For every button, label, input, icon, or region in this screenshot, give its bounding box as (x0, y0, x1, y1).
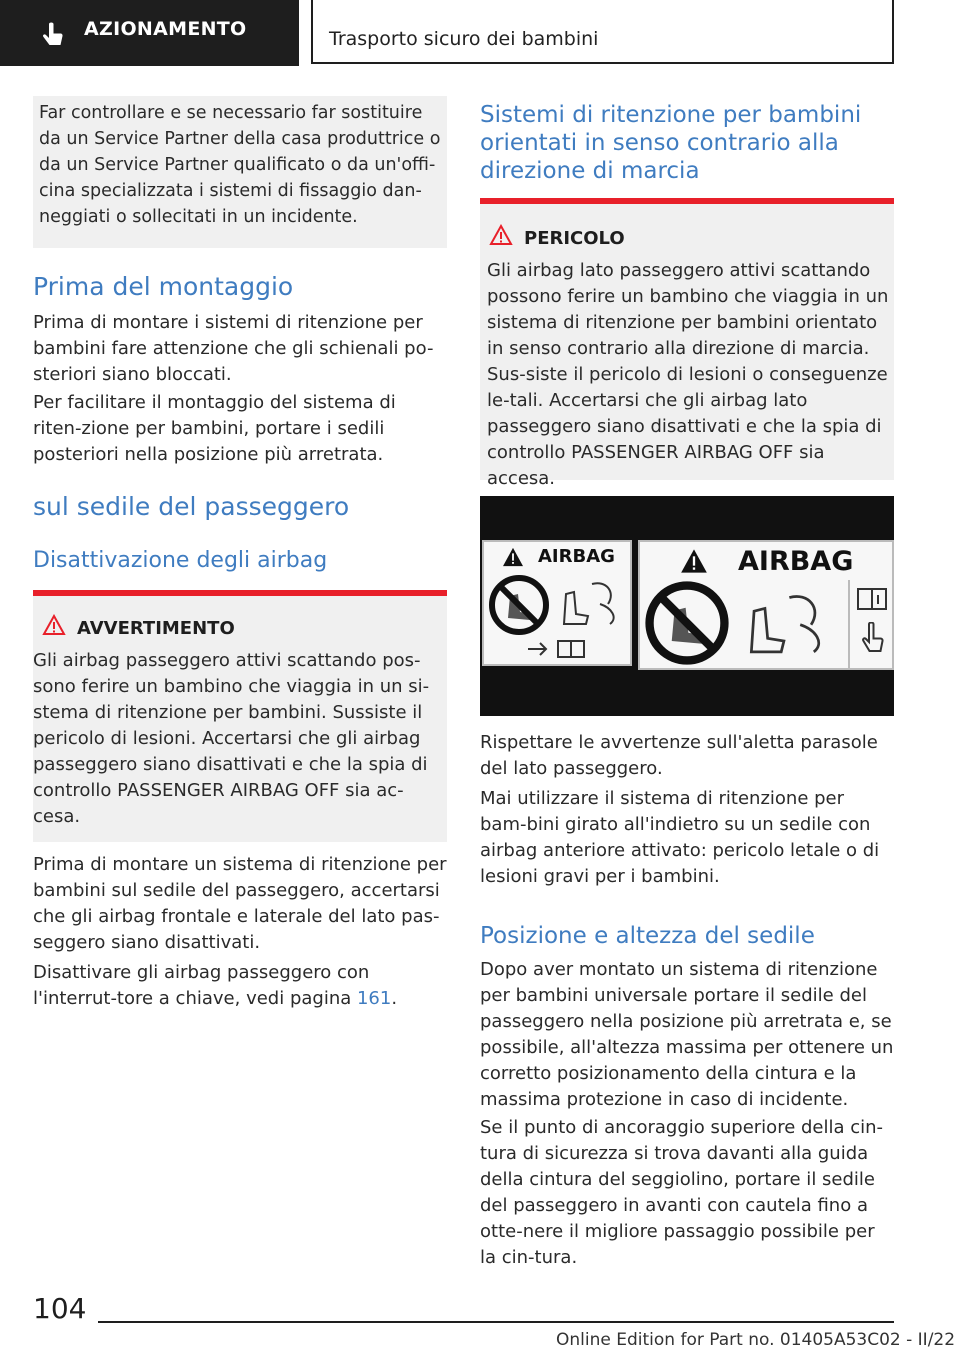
airbag-label-small (482, 540, 632, 666)
paragraph-prima-1: Prima di montare i sistemi di ritenzione per bambini fare attenzione che gli schienali po-steriori siano bloccati. (33, 312, 434, 385)
warning-text: Gli airbag passeggero attivi scattando pos-sono ferire un bambino che viaggia in un si-stema di ritenzione per bambini. Sussiste il pericolo di lesioni. Accertarsi che gli airbag passeggero siano disattivati e che la spia di controllo PASSENGER AIRBAG OFF sia ac-cesa. (33, 650, 430, 827)
heading-prima-montaggio: Prima del montaggio (33, 272, 294, 301)
hand-pointer-icon (860, 622, 886, 658)
airbag-label-small-text: AIRBAG (538, 546, 615, 567)
danger-box (480, 204, 894, 489)
manual-book-icon (856, 586, 888, 612)
paragraph-posizione-2: Se il punto di ancoraggio superiore della cin-tura di sicurezza si trova davanti alla guida della cintura del seggiolino, portare il sedile del passeggero in avanti con cautela fino a otte-nere il migliore passaggio possibile per la cin-tura. (480, 1117, 884, 1268)
warning-triangle-icon (680, 548, 708, 574)
warning-title: AVVERTIMENTO (77, 618, 235, 639)
intro-note-box (33, 96, 447, 248)
warning-box (33, 596, 447, 842)
danger-text: Gli airbag lato passeggero attivi scattando possono ferire un bambino che viaggia in un sistema di ritenzione per bambini orientato in senso contrario alla direzione di marcia. Sus-siste il pericolo di lesioni o conseguenze le-tali. Accertarsi che gli airbag lato passeggero siano disattivati e che la spia di controllo PASSENGER AIRBAG OFF sia accesa. (487, 260, 889, 489)
airbag-seat-icon (556, 574, 626, 630)
heading-sistemi-ritenzione: Sistemi di ritenzione per bambini orientati in senso contrario alla direzione di marcia (480, 102, 862, 184)
paragraph-disatt-2-end: . (391, 988, 398, 1009)
no-child-seat-icon (488, 574, 550, 636)
page-number: 104 (33, 1292, 87, 1325)
paragraph-prima-2: Per facilitare il montaggio del sistema di riten-zione per bambini, portare i sedili posteriori nella posizione più arretrata. (33, 392, 396, 465)
warning-triangle-icon (502, 547, 524, 567)
paragraph-disatt-1: Prima di montare un sistema di ritenzione per bambini sul sedile del passeggero, accertarsi che gli airbag frontale e laterale del lato pas-seggero siano disattivati. (33, 854, 447, 953)
heading-posizione-altezza: Posizione e altezza del sedile (480, 923, 815, 949)
warning-triangle-icon (42, 614, 66, 636)
heading-disattivazione-airbag: Disattivazione degli airbag (33, 548, 328, 573)
intro-note-text: Far controllare e se necessario far sostituire da un Service Partner della casa produttrice o da un Service Partner qualificato o da un'offi-cina specializzata i sistemi di fissaggio dan-neggiati o sollecitati in un incidente. (39, 103, 441, 227)
paragraph-mai: Mai utilizzare il sistema di ritenzione per bam-bini girato all'indietro su un sedile con airbag anteriore attivato: pericolo letale o di lesioni gravi per i bambini. (480, 788, 880, 887)
no-child-seat-icon (644, 580, 730, 666)
airbag-label-large (638, 540, 894, 670)
section-tab (0, 0, 299, 66)
airbag-label-image (480, 496, 894, 716)
see-manual-icon (524, 638, 594, 660)
paragraph-disatt-2 (33, 960, 447, 1012)
hand-pointer-icon (38, 22, 66, 50)
label-divider (848, 580, 850, 668)
paragraph-disatt-2-text: Disattivare gli airbag passeggero con l'interrut-tore a chiave, vedi pagina (33, 962, 370, 1009)
danger-title: PERICOLO (524, 228, 625, 249)
warning-triangle-icon (489, 224, 513, 246)
section-title: AZIONAMENTO (84, 18, 247, 40)
paragraph-posizione-1: Dopo aver montato un sistema di ritenzione per bambini universale portare il sedile del passeggero nella posizione più arretrata e, se possibile, all'altezza massima per ottenere un corretto posizionamento della cintura e la massima protezione in caso di incidente. (480, 959, 894, 1110)
heading-sedile-passeggero: sul sedile del passeggero (33, 492, 350, 521)
airbag-label-large-text: AIRBAG (738, 546, 854, 577)
paragraph-rispettare: Rispettare le avvertenze sull'aletta parasole del lato passeggero. (480, 732, 878, 779)
airbag-seat-icon (738, 584, 838, 660)
chapter-title: Trasporto sicuro dei bambini (329, 28, 599, 50)
footer-divider (98, 1321, 894, 1323)
chapter-header (311, 0, 894, 64)
page-link-161[interactable]: 161 (356, 988, 392, 1009)
edition-note: Online Edition for Part no. 01405A53C02 - II/22 (556, 1330, 956, 1350)
